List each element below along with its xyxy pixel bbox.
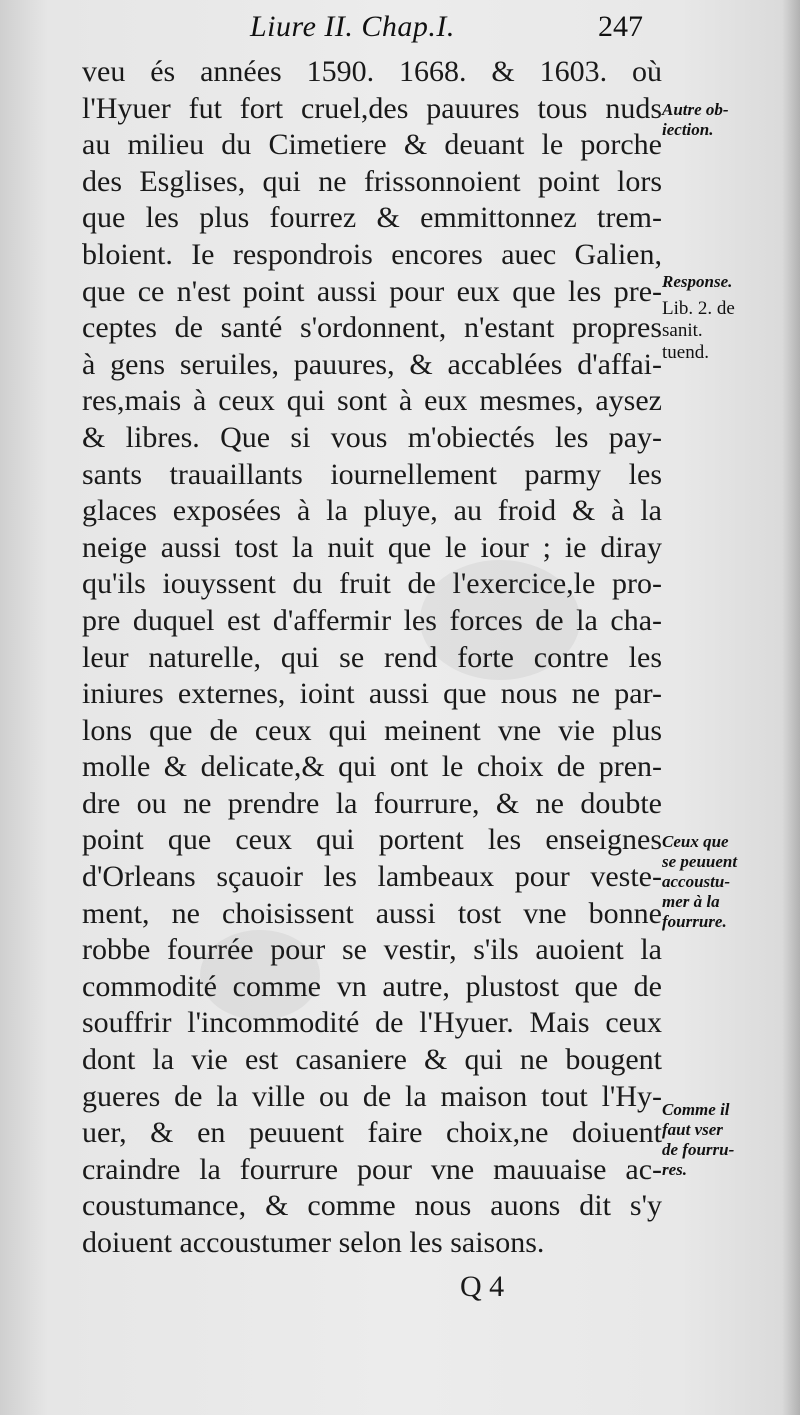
text-line: veu és années 1590. 1668. & 1603. où [82, 55, 662, 88]
margin-note-citation [662, 298, 792, 364]
text-line: uer, & en peuuent faire choix,ne doiuent [82, 1116, 662, 1150]
text-line: dre ou ne prendre la fourrure, & ne doubte [82, 786, 662, 820]
page-edge-shadow [782, 0, 800, 1415]
text-line: commodité comme vn autre, plustost que de [82, 969, 662, 1003]
margin-note-ceux-que [662, 832, 792, 932]
margin-note-line: de fourru- [662, 1140, 735, 1159]
text-line: d'Orleans sçauoir les lambeaux pour veste- [82, 860, 662, 894]
text-line: au milieu du Cimetiere & deuant le porche [82, 128, 662, 162]
margin-note-line: faut vser [662, 1120, 723, 1139]
text-line: gueres de la ville ou de la maison tout l'Hy- [82, 1079, 662, 1113]
text-line: coustumance, & comme nous auons dit s'y [82, 1189, 662, 1223]
text-line: à gens seruiles, pauures, & accablées d'affai- [82, 347, 662, 381]
text-line: leur naturelle, qui se rend forte contre les [82, 640, 662, 674]
text-line: que ce n'est point aussi pour eux que les pre- [82, 274, 662, 308]
text-line: glaces exposées à la pluye, au froid & à la [82, 494, 662, 528]
text-line: des Esglises, qui ne frissonnoient point lors [82, 164, 662, 198]
margin-note-line: Autre ob- [662, 100, 729, 119]
margin-note-comme-il [662, 1100, 792, 1180]
text-line: iniures externes, ioint aussi que nous ne par- [82, 677, 662, 711]
margin-note-line: Ceux que [662, 832, 729, 851]
text-line: pre duquel est d'affermir les forces de la cha- [82, 603, 662, 637]
text-line: dont la vie est casaniere & qui ne bougent [82, 1043, 662, 1077]
text-line: molle & delicate,& qui ont le choix de pren- [82, 750, 662, 784]
text-line: l'Hyuer fut fort cruel,des pauures tous nuds [82, 91, 662, 125]
margin-note-line: Lib. 2. de [662, 298, 735, 319]
text-line: point que ceux qui portent les enseignes [82, 823, 662, 857]
margin-note-line: res. [662, 1160, 688, 1179]
margin-note-autre-objection [662, 100, 792, 140]
text-line: souffrir l'incommodité de l'Hyuer. Mais ceux [82, 1006, 662, 1040]
margin-note-line: iection. [662, 120, 714, 139]
page-number: 247 [598, 10, 643, 43]
signature-mark: Q 4 [460, 1270, 505, 1303]
body-text [82, 54, 662, 1262]
margin-note-line: sanit. [662, 320, 703, 341]
margin-note-line: accoustu- [662, 872, 730, 891]
margin-note-line: Comme il [662, 1100, 730, 1119]
margin-note-line: mer à la [662, 892, 720, 911]
text-line: qu'ils iouyssent du fruit de l'exercice,le pro- [82, 567, 662, 601]
text-line: ment, ne choisissent aussi tost vne bonne [82, 896, 662, 930]
text-line: res,mais à ceux qui sont à eux mesmes, aysez [82, 384, 662, 418]
running-head: Liure II. Chap.I. [250, 10, 455, 43]
text-line: que les plus fourrez & emmittonnez trem- [82, 201, 662, 235]
text-line: sants trauaillants iournellement parmy les [82, 457, 662, 491]
text-line: doiuent accoustumer selon les saisons. [82, 1226, 545, 1259]
text-line: bloient. Ie respondrois encores auec Galien, [82, 237, 662, 271]
text-line: robbe fourrée pour se vestir, s'ils auoient la [82, 933, 662, 967]
margin-note-line: se peuuent [662, 852, 738, 871]
margin-note-line: Response. [662, 272, 733, 291]
margin-note-line: tuend. [662, 342, 709, 363]
margin-note-responce [662, 272, 792, 292]
margin-note-line: fourrure. [662, 912, 727, 931]
text-line: neige aussi tost la nuit que le iour ; ie diray [82, 530, 662, 564]
text-line: ceptes de santé s'ordonnent, n'estant propres [82, 311, 662, 345]
text-line: & libres. Que si vous m'obiectés les pay- [82, 420, 662, 454]
text-line: lons que de ceux qui meinent vne vie plus [82, 713, 662, 747]
text-line: craindre la fourrure pour vne mauuaise ac- [82, 1152, 662, 1186]
